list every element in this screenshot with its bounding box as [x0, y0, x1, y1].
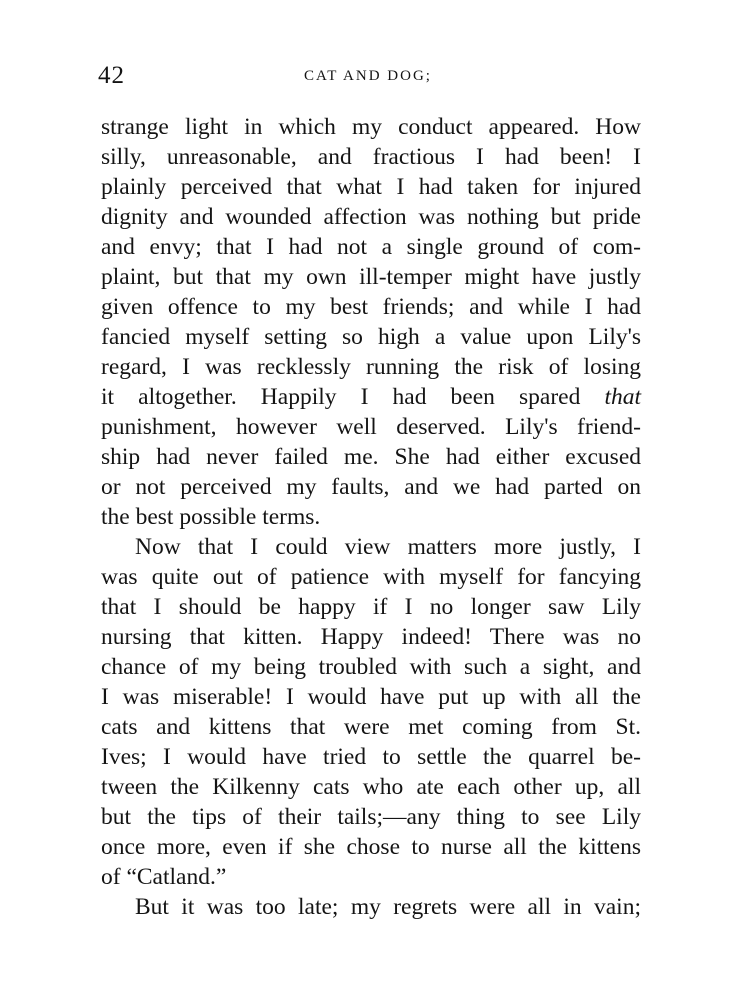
text-line: of “Catland.”: [101, 864, 227, 890]
text-line: nursing that kitten. Happy indeed! There was no: [101, 624, 641, 650]
text-line: but the tips of their tails;—any thing to see Lily: [101, 804, 641, 830]
text-line: punishment, however well deserved. Lily's friend-: [101, 414, 641, 440]
page-number: 42: [98, 62, 125, 89]
paragraph: [101, 112, 641, 532]
text-line: or not perceived my faults, and we had parted on: [101, 474, 641, 500]
text-line: and envy; that I had not a single ground of com-: [101, 234, 641, 260]
text-line: silly, unreasonable, and fractious I had been! I: [101, 144, 641, 170]
italic-emphasis: that: [604, 384, 642, 410]
text-line: given offence to my best friends; and while I had: [101, 294, 641, 320]
text-line: strange light in which my conduct appeared. How: [101, 114, 641, 140]
text-line: Ives; I would have tried to settle the quarrel be-: [101, 744, 641, 770]
paragraph: [101, 532, 641, 892]
text-line: I was miserable! I would have put up with all the: [101, 684, 641, 710]
text-line-with-emphasis: [101, 382, 641, 412]
text-line: cats and kittens that were met coming from St.: [101, 714, 641, 740]
text-line: ship had never failed me. She had either excused: [101, 444, 641, 470]
text-line: fancied myself setting so high a value upon Lily's: [101, 324, 641, 350]
text-line: the best possible terms.: [101, 504, 321, 530]
text-line: But it was too late; my regrets were all in vain;: [135, 894, 641, 920]
body-text: [101, 112, 641, 922]
text-run: it altogether. Happily I had been spared: [101, 384, 581, 410]
text-line: was quite out of patience with myself for fancying: [101, 564, 641, 590]
text-line: Now that I could view matters more justly, I: [135, 534, 641, 560]
running-head: CAT AND DOG;: [304, 68, 432, 84]
text-line: chance of my being troubled with such a sight, and: [101, 654, 641, 680]
text-line: tween the Kilkenny cats who ate each other up, all: [101, 774, 641, 800]
text-line: regard, I was recklessly running the risk of losing: [101, 354, 641, 380]
text-line: plainly perceived that what I had taken for injured: [101, 174, 641, 200]
text-line: that I should be happy if I no longer saw Lily: [101, 594, 641, 620]
paragraph: [101, 892, 641, 922]
page-header: [98, 62, 638, 92]
text-line: once more, even if she chose to nurse all the kittens: [101, 834, 641, 860]
text-line: dignity and wounded affection was nothing but pride: [101, 204, 641, 230]
text-line: plaint, but that my own ill-temper might have justly: [101, 264, 641, 290]
